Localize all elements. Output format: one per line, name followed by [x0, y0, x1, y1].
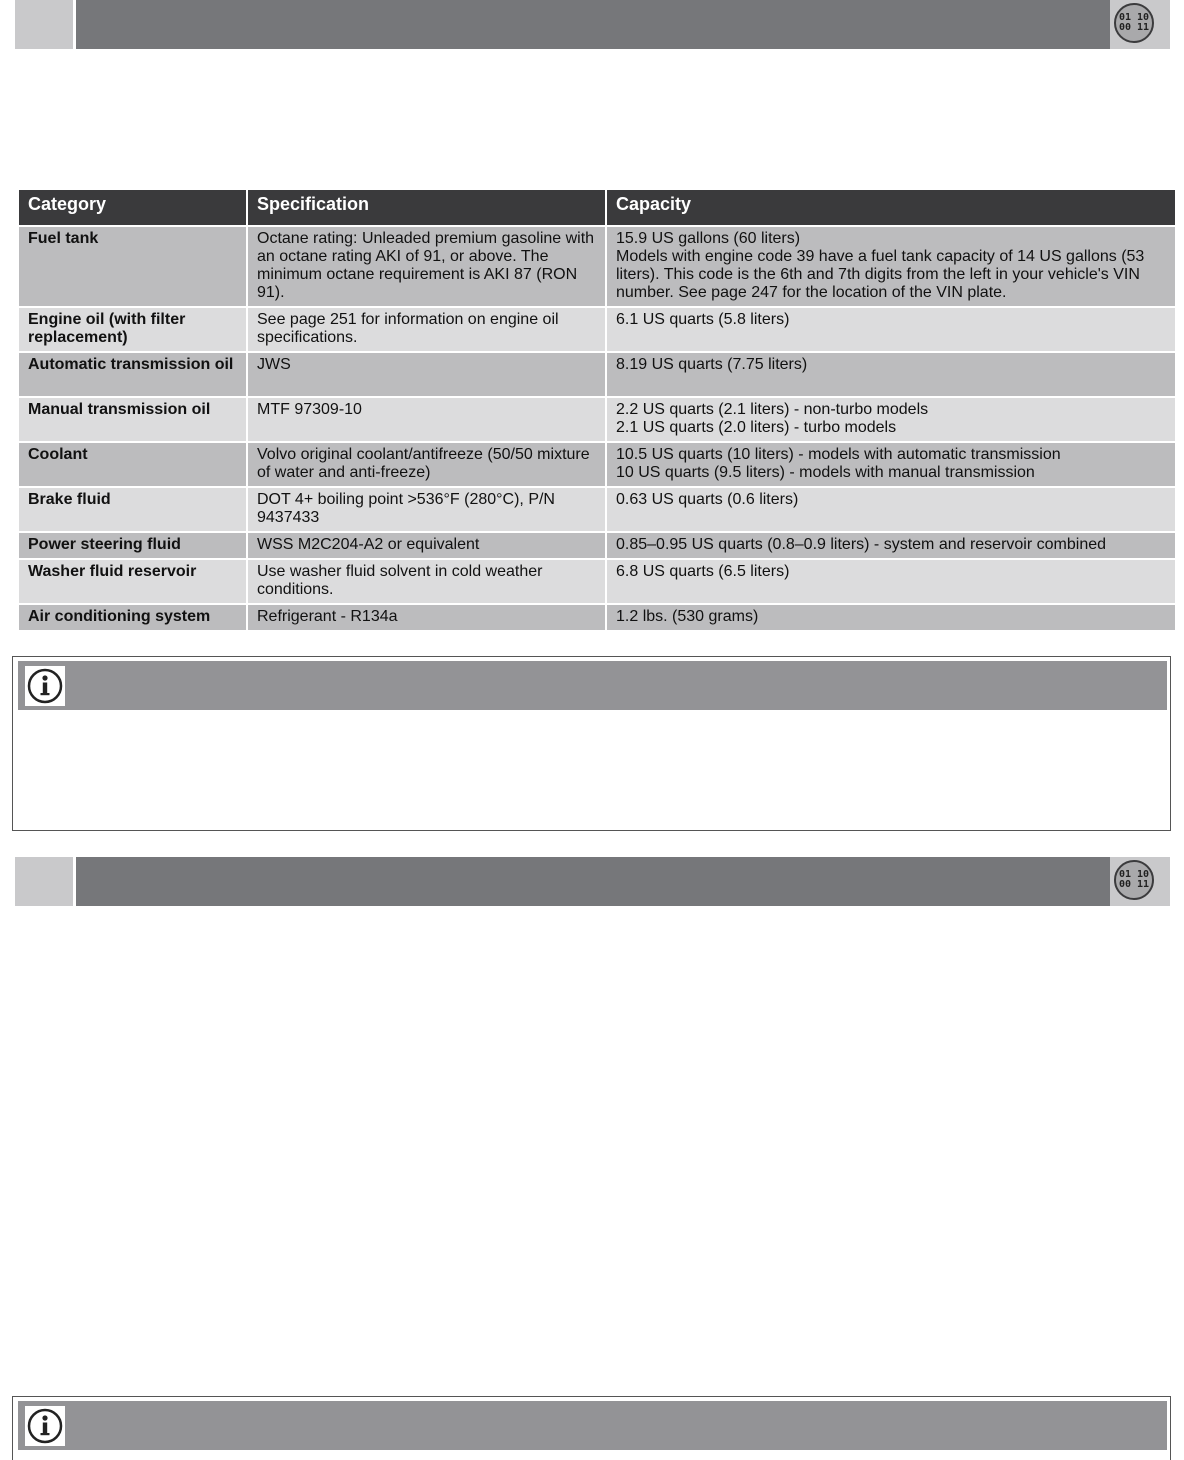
info-note-header	[18, 1401, 1167, 1450]
row-capacity: 1.2 lbs. (530 grams)	[606, 604, 1175, 630]
row-specification: WSS M2C204-A2 or equivalent	[247, 532, 606, 559]
row-specification: See page 251 for information on engine oil specifications.	[247, 307, 606, 352]
table-row	[19, 442, 1175, 487]
row-category: Brake fluid	[19, 487, 247, 532]
info-note-box	[12, 656, 1171, 831]
row-capacity: 15.9 US gallons (60 liters) Models with engine code 39 have a fuel tank capacity of 14 US gallons (53 liters). This code is the 6th and 7th digits from the left in your vehicle's VIN number. See page 247 for the location of the VIN plate.	[606, 226, 1175, 307]
row-category: Washer fluid reservoir	[19, 559, 247, 604]
info-icon	[25, 1406, 65, 1446]
section-header-bottom	[15, 857, 1170, 906]
header-title-bar	[76, 0, 1110, 49]
header-tab	[15, 857, 73, 906]
column-header-specification: Specification	[247, 190, 606, 226]
row-capacity: 0.63 US quarts (0.6 liters)	[606, 487, 1175, 532]
table-row	[19, 397, 1175, 442]
row-category: Manual transmission oil	[19, 397, 247, 442]
table-header-row	[19, 190, 1175, 226]
row-specification: JWS	[247, 352, 606, 397]
info-icon	[25, 666, 65, 706]
row-category: Automatic transmission oil	[19, 352, 247, 397]
row-capacity: 10.5 US quarts (10 liters) - models with automatic transmission 10 US quarts (9.5 liters) - models with manual transmission	[606, 442, 1175, 487]
column-header-category: Category	[19, 190, 247, 226]
row-category: Power steering fluid	[19, 532, 247, 559]
section-header-top	[15, 0, 1170, 49]
table-row	[19, 307, 1175, 352]
row-category: Air conditioning system	[19, 604, 247, 630]
column-header-capacity: Capacity	[606, 190, 1175, 226]
info-note-box	[12, 1396, 1171, 1460]
row-capacity: 2.2 US quarts (2.1 liters) - non-turbo models 2.1 US quarts (2.0 liters) - turbo models	[606, 397, 1175, 442]
row-capacity: 0.85–0.95 US quarts (0.8–0.9 liters) - system and reservoir combined	[606, 532, 1175, 559]
table-row	[19, 532, 1175, 559]
table-row	[19, 226, 1175, 307]
header-title-bar	[76, 857, 1110, 906]
binary-code-icon: 01 10 00 11	[1114, 860, 1154, 900]
header-tab	[15, 0, 73, 49]
row-capacity: 8.19 US quarts (7.75 liters)	[606, 352, 1175, 397]
binary-code-icon: 01 10 00 11	[1114, 3, 1154, 43]
table-row	[19, 352, 1175, 397]
row-specification: MTF 97309-10	[247, 397, 606, 442]
table-row	[19, 559, 1175, 604]
table-row	[19, 604, 1175, 630]
info-note-header	[18, 661, 1167, 710]
row-specification: Volvo original coolant/antifreeze (50/50 mixture of water and anti-freeze)	[247, 442, 606, 487]
row-category: Fuel tank	[19, 226, 247, 307]
row-specification: Refrigerant - R134a	[247, 604, 606, 630]
row-category: Coolant	[19, 442, 247, 487]
row-specification: DOT 4+ boiling point >536°F (280°C), P/N 9437433	[247, 487, 606, 532]
table-row	[19, 487, 1175, 532]
row-specification: Octane rating: Unleaded premium gasoline with an octane rating AKI of 91, or above. The minimum octane requirement is AKI 87 (RON 91).	[247, 226, 606, 307]
fluids-capacity-table	[19, 190, 1175, 630]
row-capacity: 6.1 US quarts (5.8 liters)	[606, 307, 1175, 352]
row-category: Engine oil (with filter replacement)	[19, 307, 247, 352]
row-specification: Use washer fluid solvent in cold weather conditions.	[247, 559, 606, 604]
row-capacity: 6.8 US quarts (6.5 liters)	[606, 559, 1175, 604]
